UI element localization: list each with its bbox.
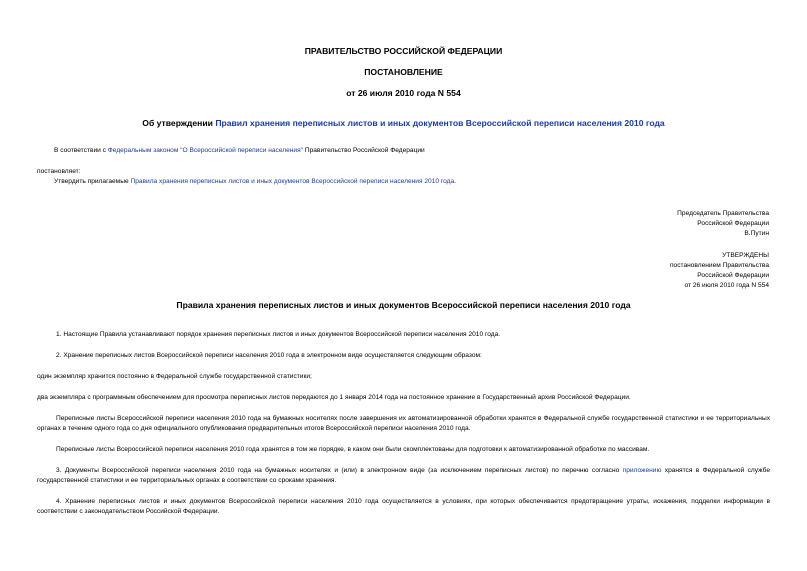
document-title [0,118,807,128]
approve-line [54,177,456,187]
header-org: ПРАВИТЕЛЬСТВО РОССИЙСКОЙ ФЕДЕРАЦИИ [304,46,503,56]
signature-line-3: В.Путин [744,230,769,237]
decides-line: постановляет: [37,168,81,175]
paragraph-2: 2. Хранение переписных листов Всероссийской переписи населения 2010 года в электронном виде осуществляется следующим образом: [56,352,482,359]
approve-rules-link[interactable]: Правила хранения переписных листов и иных документов Всероссийской переписи населения 2010 года [130,178,455,185]
paragraph-4: 4. Хранение переписных листов и иных документов Всероссийской переписи населения 2010 года осуществляется в условиях, при которых обеспечивается предотвращение утраты, искажения, подделки информации в соответствии с законодательством Российской Федерации. [37,498,770,515]
signature-line-2: Российской Федерации [697,220,769,227]
approval-line-1: УТВЕРЖДЕНЫ [722,252,769,259]
paragraph-3-prefix: 3. Документы Всероссийской переписи населения 2010 года на бумажных носителях и (или) в электронном виде (за исключением переписных листов) по перечню согласно [56,467,623,474]
intro-prefix: В соответствии с [54,147,108,154]
appendix-link[interactable]: приложению [622,467,662,474]
header-doc-type: ПОСТАНОВЛЕНИЕ [364,67,443,77]
paragraph-1: 1. Настоящие Правила устанавливают порядок хранения переписных листов и иных документов Всероссийской переписи населения 2010 года. [56,331,501,338]
title-rules-link[interactable]: Правил хранения переписных листов и иных документов Всероссийской переписи населения 2010 года [215,118,665,128]
paragraph-2d: Переписные листы Всероссийской переписи населения 2010 года хранятся в том же порядке, в каком они были скомплектованы для подготовки к автоматизированной обработке по массивам. [56,446,650,453]
intro-line [54,146,425,156]
approve-prefix: Утвердить прилагаемые [54,178,131,185]
title-prefix: Об утверждении [142,118,216,128]
paragraph-2b: два экземпляра с программным обеспечением для просмотра переписных листов передаются до 1 января 2014 года на постоянное хранение в Государственный архив Российской Федерации. [37,394,631,401]
paragraph-2c: Переписные листы Всероссийской переписи населения 2010 года на бумажных носителях после завершения их автоматизированной обработки хранятся в Федеральной службе государственной статистики и ее территориальных органах в течение одного года со дня официального опубликования предварительных итогов Всероссийской переписи населения 2010 года. [37,415,770,432]
signature-line-1: Председатель Правительства [677,210,769,217]
federal-law-link[interactable]: Федеральным законом "О Всероссийской переписи населения" [107,147,304,154]
approval-line-4: от 26 июля 2010 года N 554 [684,282,769,289]
rules-title: Правила хранения переписных листов и иных документов Всероссийской переписи населения 2010 года [176,300,631,310]
approval-line-2: постановлением Правительства [669,262,769,269]
approval-line-3: Российской Федерации [697,272,769,279]
approve-suffix: . [454,178,456,185]
paragraph-3 [37,466,770,486]
paragraph-3-suffix: хранятся в Федеральной службе государственной статистики и ее территориальных органах в соответствии со сроками хранения. [37,467,771,484]
paragraph-2a: один экземпляр хранится постоянно в Федеральной службе государственной статистики; [37,373,312,380]
header-date-number: от 26 июля 2010 года N 554 [346,88,461,98]
intro-suffix: Правительство Российской Федерации [303,147,425,154]
